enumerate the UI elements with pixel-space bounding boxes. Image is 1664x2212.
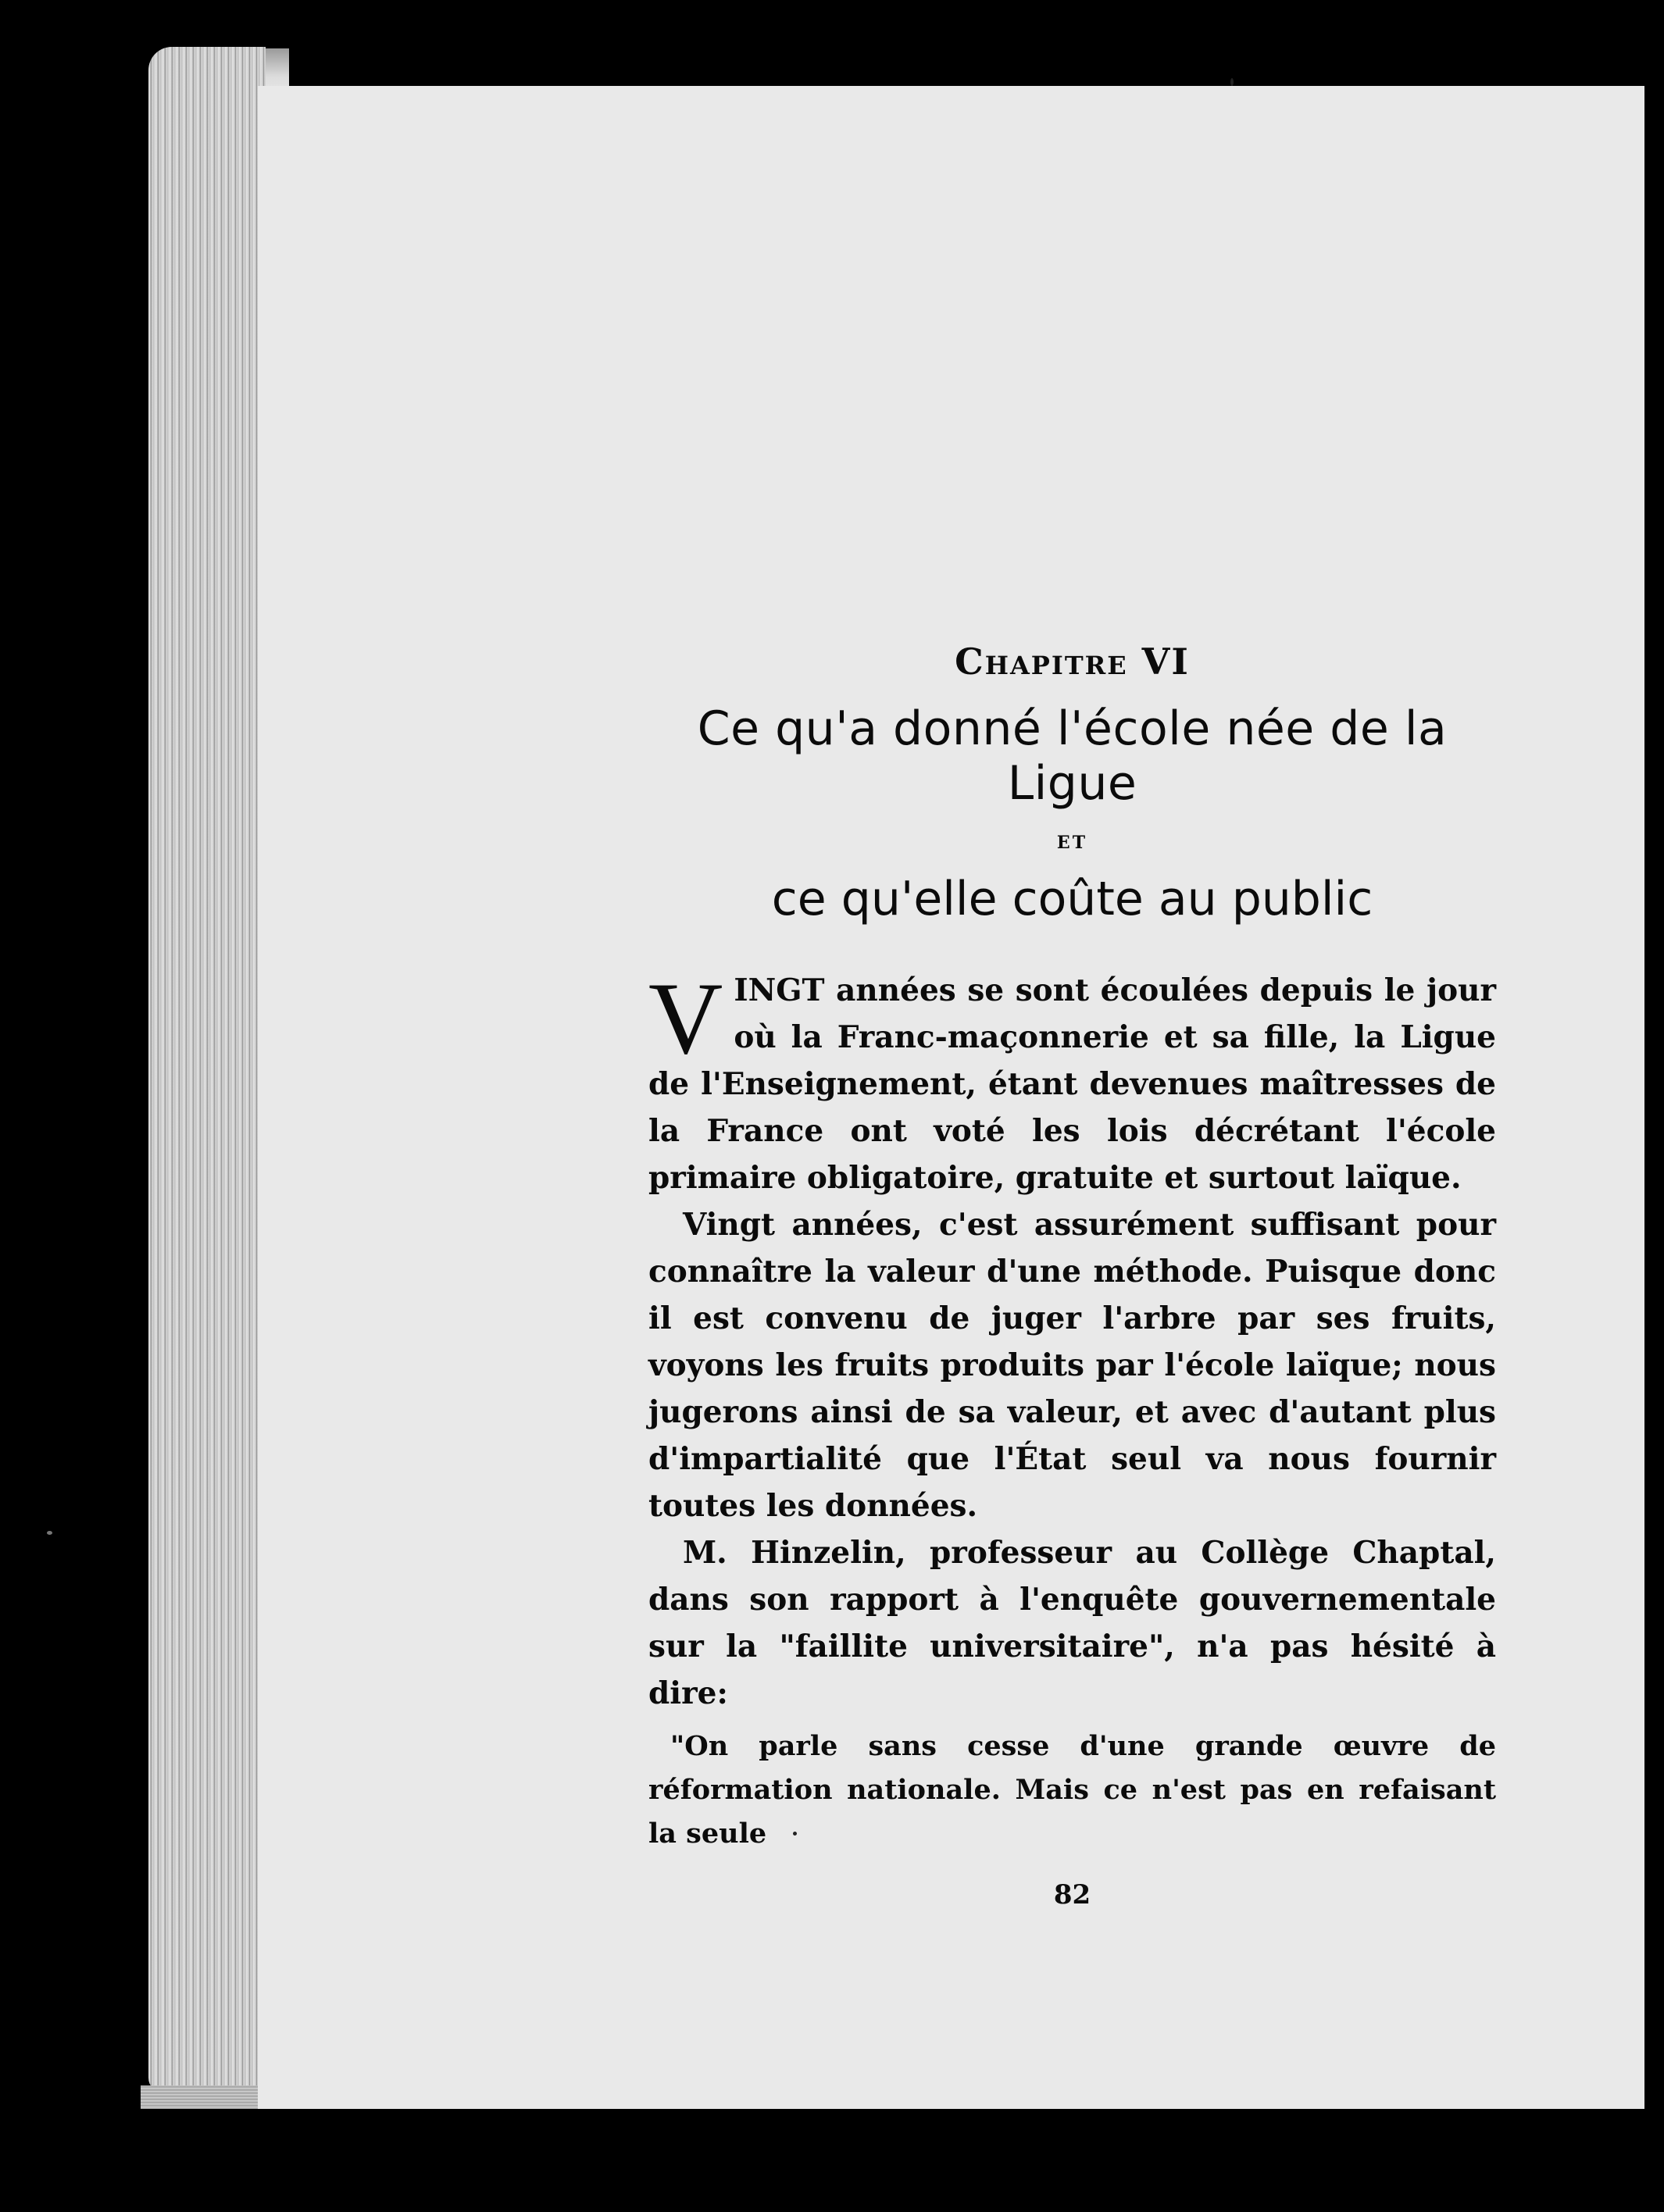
dust-speck <box>1230 78 1234 86</box>
drop-cap: V <box>648 961 723 1076</box>
paragraph-2: Vingt années, c'est assurément suffisant pour connaître la valeur d'une méthode. Puisque donc il est convenu de juger l'arbre par ses fruits, voyons les fruits produits par l'école laïque; nous jugerons ainsi de sa valeur, et avec d'autant plus d'impartialité que l'État seul va nous fournir toutes les données. <box>648 1207 1496 1524</box>
paragraph-3: M. Hinzelin, professeur au Collège Chaptal, dans son rapport à l'enquête gouvernementale sur la "faillite universitaire", n'a pas hésité à dire: <box>648 1535 1496 1711</box>
chapter-label: Chapitre VI <box>955 640 1190 683</box>
chapter-title-connector: ET <box>1056 833 1088 853</box>
block-quote: "On parle sans cesse d'une grande œuvre de réformation nationale. Mais ce n'est pas en refaisant la seule <box>648 1730 1496 1850</box>
page-number: 82 <box>1053 1879 1091 1911</box>
chapter-title-line-2: ce qu'elle coûte au public <box>771 872 1373 926</box>
page-edges <box>148 47 266 2093</box>
body-text <box>648 961 1496 1856</box>
dust-speck <box>47 1531 52 1535</box>
paragraph-1-text: INGT années se sont écoulées depuis le jour où la Franc-maçonnerie et sa fille, la Ligue de l'Enseignement, étant devenues maîtresses de la France ont voté les lois décrétant l'école primaire obligatoire, gratuite et surtout laïque. <box>648 972 1496 1196</box>
paragraph-1 <box>648 961 1496 1201</box>
page-content <box>648 625 1496 1911</box>
chapter-title-line-1: Ce qu'a donné l'école née de la Ligue <box>697 701 1448 811</box>
dust-speck <box>793 1832 797 1836</box>
